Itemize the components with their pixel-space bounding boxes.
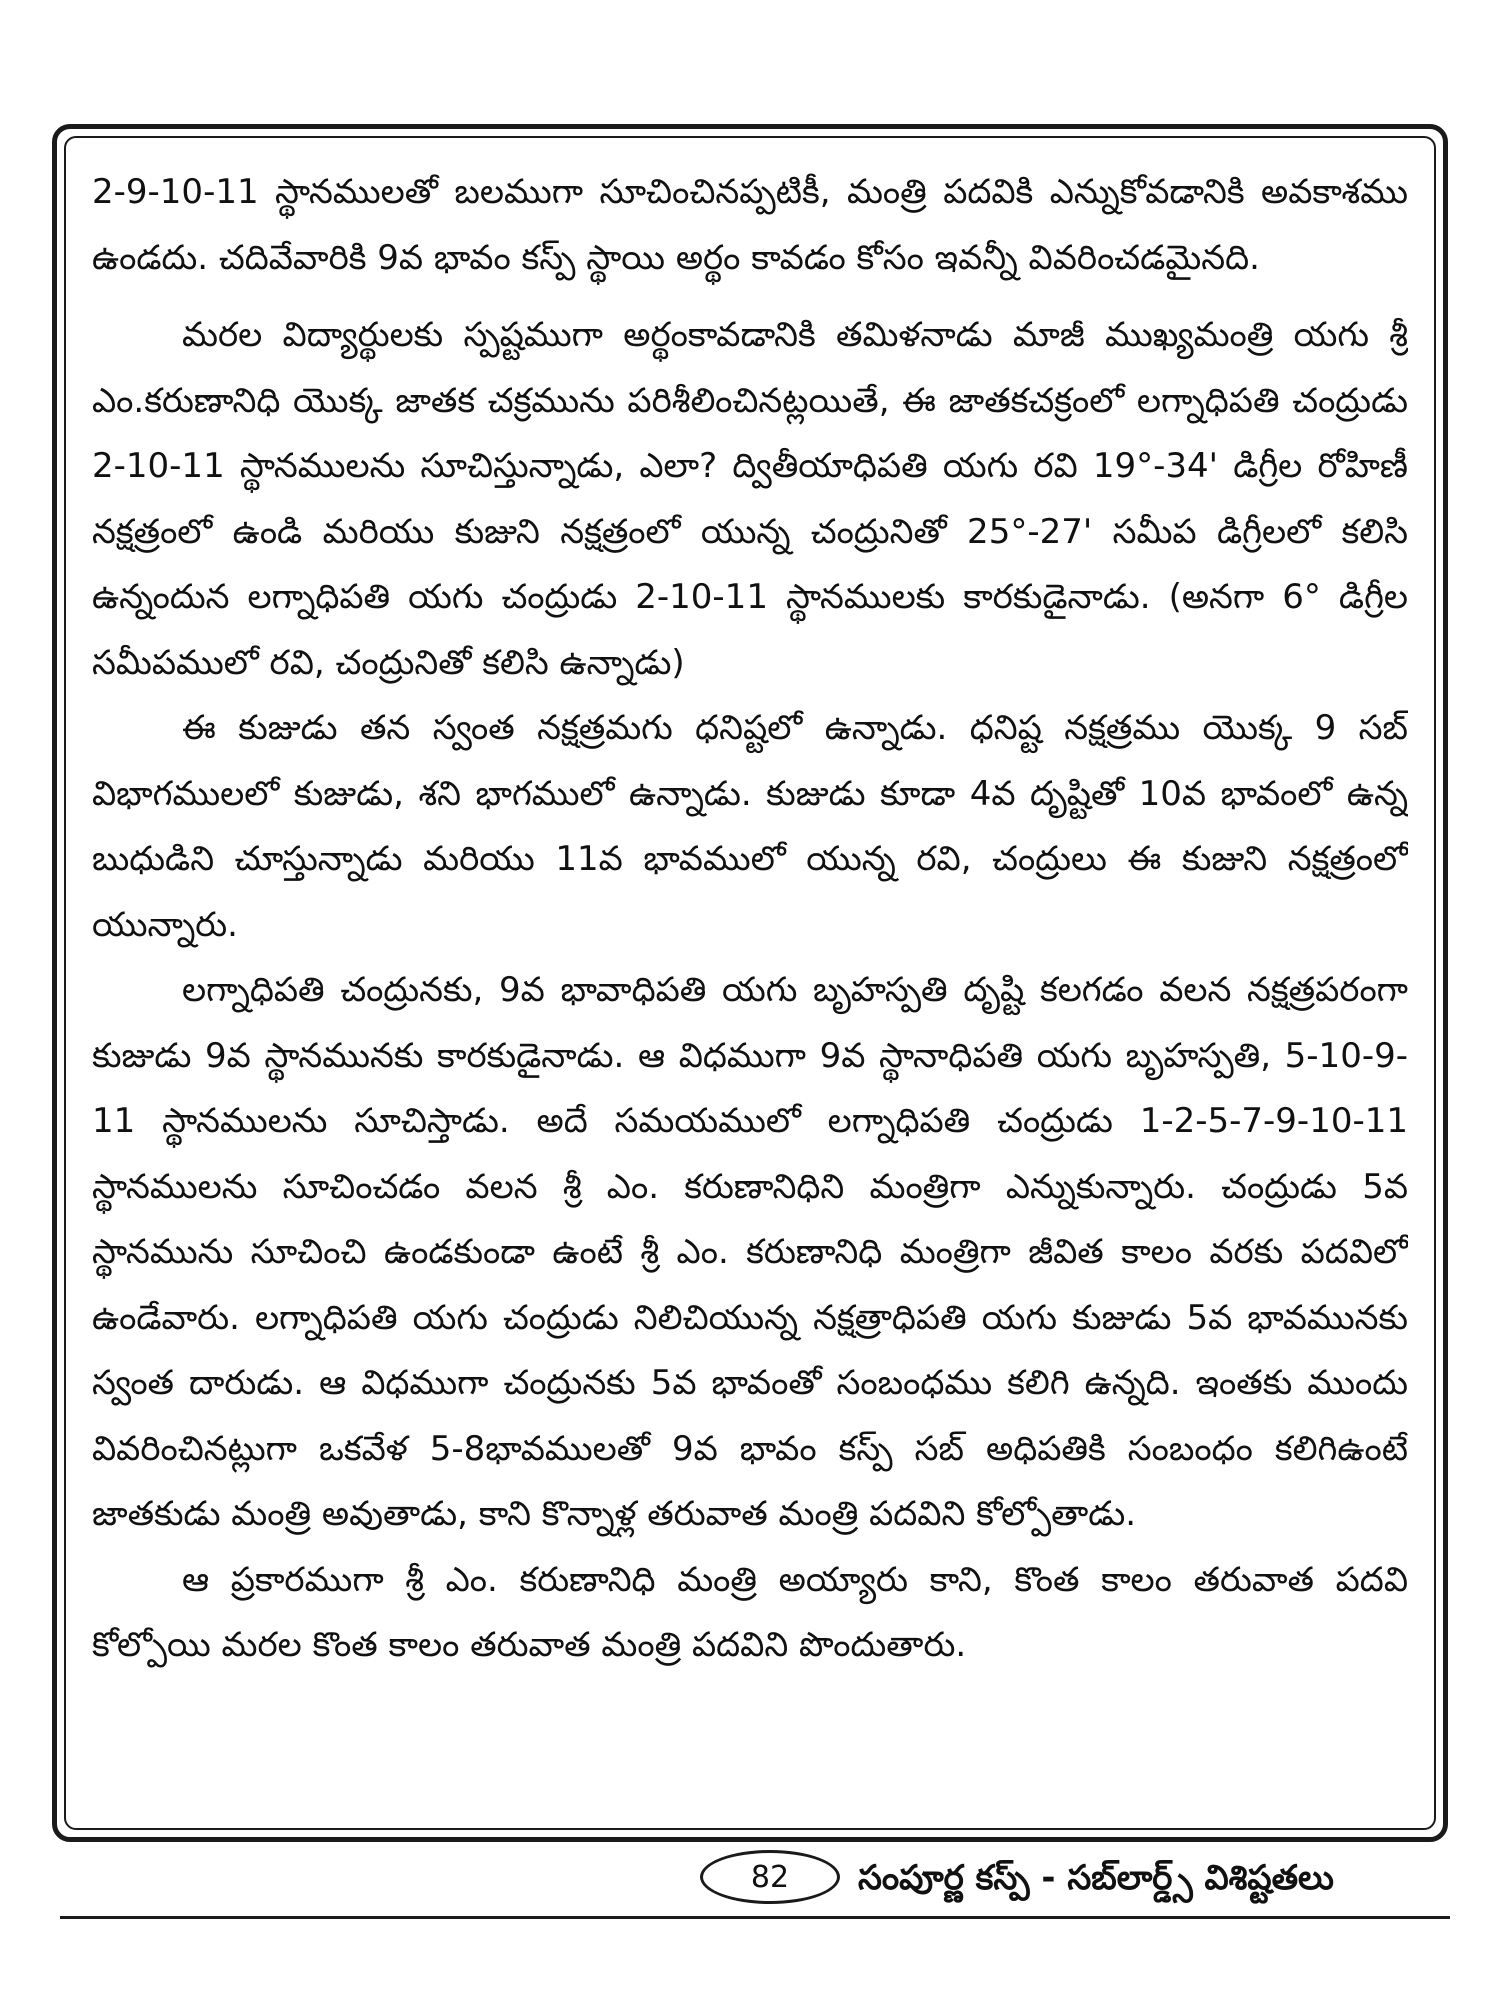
footer-rule: [60, 1916, 1450, 1919]
page-footer: [0, 1840, 1500, 1930]
body-text: [92, 160, 1408, 1820]
paragraph-5: ఆ ప్రకారముగా శ్రీ ఎం. కరుణానిధి మంత్రి అయ్యారు కాని, కొంత కాలం తరువాత పదవి కోల్పోయి మరల కొంత కాలం తరువాత మంత్రి పదవిని పొందుతారు.: [92, 1559, 1408, 1665]
paragraph-3: ఈ కుజుడు తన స్వంత నక్షత్రమగు ధనిష్టలో ఉన్నాడు. ధనిష్ట నక్షత్రము యొక్క 9 సబ్ విభాగములలో కుజుడు, శని భాగములో ఉన్నాడు. కుజుడు కూడా 4వ దృష్టితో 10వ భావంలో ఉన్న బుధుడిని చూస్తున్నాడు మరియు 11వ భావములో యున్న రవి, చంద్రులు ఈ కుజుని నక్షత్రంలో యున్నారు.: [92, 708, 1408, 945]
page-number: 82: [700, 1850, 840, 1904]
paragraph-4: లగ్నాధిపతి చంద్రునకు, 9వ భావాధిపతి యగు బృహస్పతి దృష్టి కలగడం వలన నక్షత్రపరంగా కుజుడు 9వ స్థానమునకు కారకుడైనాడు. ఆ విధముగా 9వ స్థానాధిపతి యగు బృహస్పతి, 5-10-9-11 స్థానములను సూచిస్తాడు. అదే సమయములో లగ్నాధిపతి చంద్రుడు 1-2-5-7-9-10-11 స్థానములను సూచించడం వలన శ్రీ ఎం. కరుణానిధిని మంత్రిగా ఎన్నుకున్నారు. చంద్రుడు 5వ స్థానమును సూచించి ఉండకుండా ఉంటే శ్రీ ఎం. కరుణానిధి మంత్రిగా జీవిత కాలం వరకు పదవిలో ఉండేవారు. లగ్నాధిపతి యగు చంద్రుడు నిలిచియున్న నక్షత్రాధిపతి యగు కుజుడు 5వ భావమునకు స్వంత దారుడు. ఆ విధముగా చంద్రునకు 5వ భావంతో సంబంధము కలిగి ఉన్నది. ఇంతకు ముందు వివరించినట్లుగా ఒకవేళ 5-8భావములతో 9వ భావం కస్ప్ సబ్ అధిపతికి సంబంధం కలిగిఉంటే జాతకుడు మంత్రి అవుతాడు, కాని కొన్నాళ్ల తరువాత మంత్రి పదవిని కోల్పోతాడు.: [92, 970, 1408, 1534]
book-title: సంపూర్ణ కస్ప్ - సబ్‌లార్డ్స్ విశిష్టతలు: [858, 1858, 1334, 1898]
paragraph-1: 2-9-10-11 స్థానములతో బలముగా సూచించినప్పటికీ, మంత్రి పదవికి ఎన్నుకోవడానికి అవకాశము ఉండదు. చదివేవారికి 9వ భావం కస్ప్ స్థాయి అర్థం కావడం కోసం ఇవన్నీ వివరించడమైనది.: [92, 172, 1408, 278]
paragraph-2: మరల విద్యార్థులకు స్పష్టముగా అర్థంకావడానికి తమిళనాడు మాజీ ముఖ్యమంత్రి యగు శ్రీ ఎం.కరుణానిధి యొక్క జాతక చక్రమును పరిశీలించినట్లయితే, ఈ జాతకచక్రంలో లగ్నాధిపతి చంద్రుడు 2-10-11 స్థానములను సూచిస్తున్నాడు, ఎలా? ద్వితీయాధిపతి యగు రవి 19°-34' డిగ్రీల రోహిణీ నక్షత్రంలో ఉండి మరియు కుజుని నక్షత్రంలో యున్న చంద్రునితో 25°-27' సమీప డిగ్రీలలో కలిసి ఉన్నందున లగ్నాధిపతి యగు చంద్రుడు 2-10-11 స్థానములకు కారకుడైనాడు. (అనగా 6° డిగ్రీల సమీపములో రవి, చంద్రునితో కలిసి ఉన్నాడు): [92, 315, 1408, 683]
